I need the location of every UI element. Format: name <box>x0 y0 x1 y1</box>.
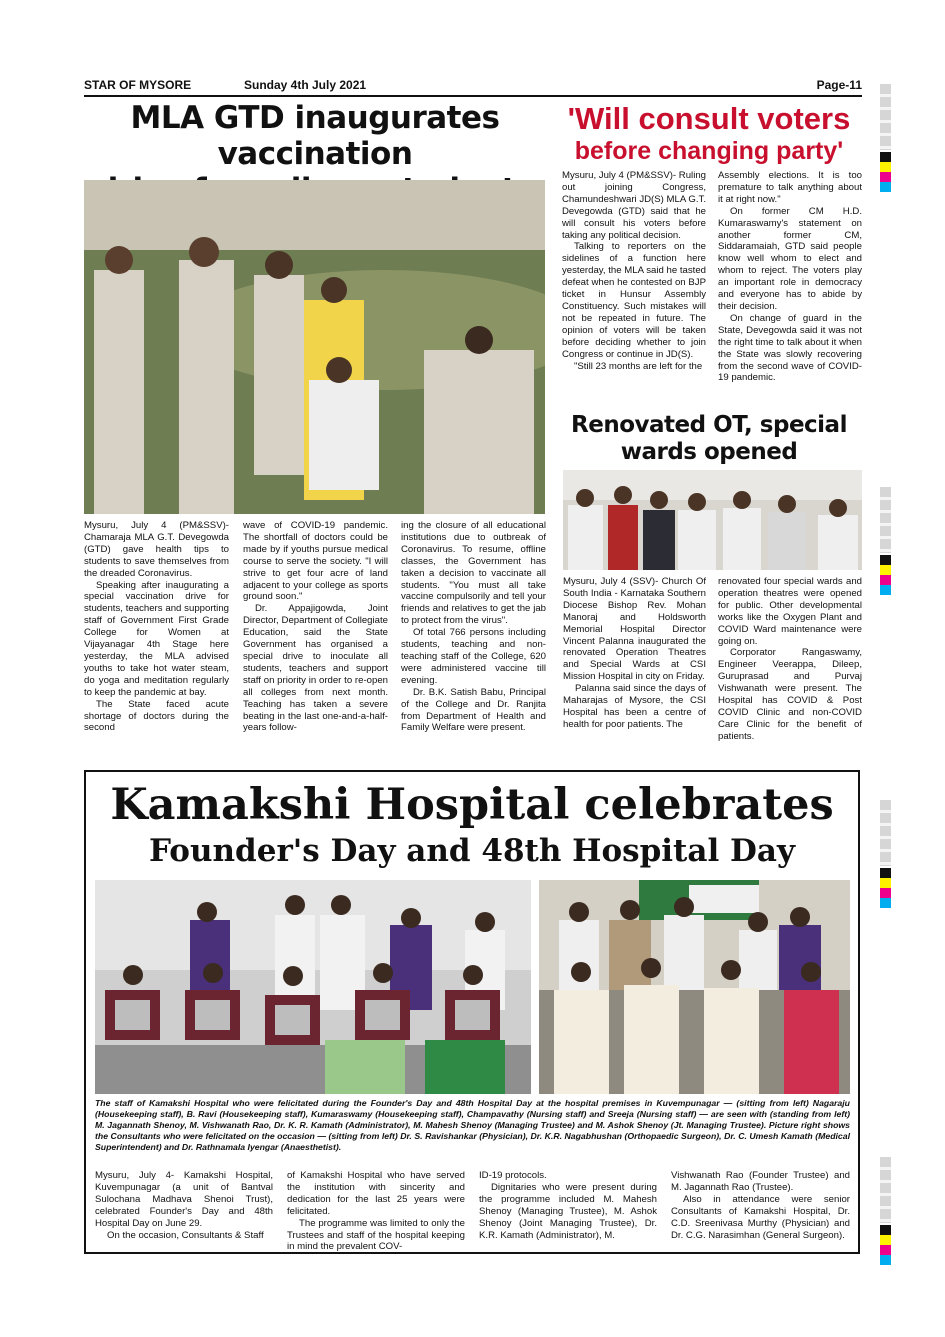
story3-column-1 <box>563 576 706 731</box>
paragraph: ID-19 protocols. <box>479 1170 547 1181</box>
yellow-swatch <box>880 565 891 575</box>
paragraph: ing the closure of all educational institutions due to outbreak of Coronavirus. To resume, offline classes, the Government has taken a decision to vaccinate all students. "You must all take vaccine compulsorily and tell your friends and relatives to get the jab to protect from the virus". <box>401 520 546 627</box>
masthead <box>84 78 862 94</box>
masthead-rule <box>84 95 862 97</box>
gray-bar <box>880 84 891 150</box>
story1-column-3 <box>401 520 546 734</box>
yellow-swatch <box>880 878 891 888</box>
paragraph: wave of COVID-19 pandemic. The shortfall of doctors could be made by if youths pursue medical course to serve the society. "I will strive to get four acre of land adjacent to your college as sports ground soon." <box>243 520 388 603</box>
cyan-swatch <box>880 1255 891 1265</box>
hospital-ward-photo <box>563 470 862 570</box>
story2-headline <box>556 102 862 166</box>
paragraph: Dr. Appajigowda, Joint Director, Department of Collegiate Education, said the State Government has organised a special drive to inoculate all students, teachers and support staff on priority in order to re-open all colleges from next month. Teaching has taken a severe beating in the last one-and-a-half-years follow- <box>243 603 388 734</box>
page-number: Page-11 <box>816 78 862 92</box>
cyan-swatch <box>880 898 891 908</box>
paragraph: Mysuru, July 4 (PM&SSV)- Chamaraja MLA G.T. Devegowda (GTD) gave health tips to students to save themselves from the dreaded Coronavirus. <box>84 520 229 579</box>
story2-headline-line1: 'Will consult voters <box>567 101 851 136</box>
cyan-swatch <box>880 182 891 192</box>
consultants-felicitation-photo <box>539 880 850 1094</box>
black-swatch <box>880 1225 891 1235</box>
black-swatch <box>880 555 891 565</box>
story1-column-2 <box>243 520 388 734</box>
story4-column-1 <box>95 1170 273 1241</box>
paragraph: Dignitaries who were present during the programme included M. Mahesh Shenoy (Managing Trustee), M. Ashok Shenoy (Joint Managing Trustee), Dr. K.R. Kamath (Administrator), M. <box>479 1181 657 1241</box>
story3-headline-line1: Renovated OT, special <box>571 412 847 438</box>
story2-headline-line2: before changing party' <box>574 137 844 165</box>
vaccination-photo <box>84 180 545 514</box>
black-swatch <box>880 868 891 878</box>
paragraph: On the occasion, Consultants & Staff <box>107 1229 264 1241</box>
story4-column-4 <box>671 1170 850 1241</box>
paragraph: Assembly elections. It is too premature to talk anything about it at right now." <box>718 170 862 205</box>
paragraph: The State faced acute shortage of doctors during the second <box>84 698 229 734</box>
paragraph: Palanna said since the days of Maharajas of Mysore, the CSI Hospital has been a centre of health for poor patients. The <box>563 683 706 730</box>
story2-column-2 <box>718 170 862 384</box>
magenta-swatch <box>880 172 891 182</box>
story3-headline-line2: wards opened <box>620 439 798 465</box>
paragraph: On change of guard in the State, Devegowda said it was not the right time to talk about it when the State was slowly recovering from the second wave of COVID-19 pandemic. <box>718 312 862 384</box>
paragraph: Also in attendance were senior Consultants of Kamakshi Hospital, Dr. C.D. Sreenivasa Murthy (Physician) and Dr. C.G. Narasimhan (General Surgeon). <box>671 1193 850 1241</box>
story2-column-1 <box>562 170 706 372</box>
story4-column-3 <box>479 1170 657 1241</box>
magenta-swatch <box>880 1245 891 1255</box>
issue-date: Sunday 4th July 2021 <box>244 78 367 92</box>
story3-headline <box>556 412 862 466</box>
paragraph: Corporator Rangaswamy, Engineer Veerappa, Dileep, Guruprasad and Purvaj Vishwanath were present. The Hospital has COVID & Post COVID Clinic and non-COVID Care Clinic for the benefit of patients. <box>718 647 862 742</box>
story1-column-1 <box>84 520 229 734</box>
story1-headline-line1: MLA GTD inaugurates vaccination <box>130 100 500 172</box>
magenta-swatch <box>880 888 891 898</box>
paragraph: Dr. B.K. Satish Babu, Principal of the College and Dr. Ranjita from Department of Health and Family Welfare were present. <box>401 686 546 734</box>
paragraph: renovated four special wards and operation theatres were opened for public. Other developmental works like the Oxygen Plant and COVID Ward maintenance were going on. <box>718 576 862 647</box>
paragraph: of Kamakshi Hospital who have served the institution with sincerity and dedication for the last 25 years were felicitated. <box>287 1170 465 1217</box>
story3-column-2 <box>718 576 862 743</box>
story4-headline-line1: Kamakshi Hospital celebrates <box>110 780 834 830</box>
paragraph: Mysuru, July 4 (PM&SSV)- Ruling out joining Congress, Chamundeshwari JD(S) MLA G.T. Devegowda (GTD) said that he will consult his voters before taking any political decision. <box>562 170 706 241</box>
gray-bar <box>880 1157 891 1223</box>
story4-headline-line2: Founder's Day and 48th Hospital Day <box>148 833 796 869</box>
paragraph: Mysuru, July 4- Kamakshi Hospital, Kuvempunagar (a unit of Bantval Sulochana Madhava Shenoi Trust), celebrated Founder's Day and 48th Hospital Day on June 29. <box>95 1170 273 1229</box>
paragraph: Talking to reporters on the sidelines of a function here yesterday, the MLA said he tasted defeat when he contested on BJP ticket in Hunsur Assembly Constituency. Such mistakes will not be repeated in future. The opinion of voters will be taken before deciding whether to join Congress or continue in JD(S). <box>562 241 706 360</box>
gray-bar <box>880 800 891 866</box>
paragraph: Of total 766 persons including students, teaching and non-teaching staff of the College, 620 were administered vaccine till evening. <box>401 627 546 686</box>
story4-column-2 <box>287 1170 465 1253</box>
paragraph: Vishwanath Rao (Founder Trustee) and M. Jagannath Rao (Trustee). <box>671 1170 850 1193</box>
cyan-swatch <box>880 585 891 595</box>
paragraph: Mysuru, July 4 (SSV)- Church Of South India - Karnataka Southern Diocese Bishop Rev. Mohan Manoraj and Holdsworth Memorial Hospital Director Vincent Palanna inaugurated the renovated Operation Theatres and Special Wards at CSI Mission Hospital in city on Friday. <box>563 576 706 683</box>
paragraph: The programme was limited to only the Trustees and staff of the hospital keeping in mind the prevalent COV- <box>287 1217 465 1253</box>
photo-caption: The staff of Kamakshi Hospital who were felicitated during the Founder's Day and 48th Hospital Day at the hospital premises in Kuvempunagar — (sitting from left) Nagaraju (Housekeeping staff), B. Ravi (Housekeeping staff), Kumaraswamy (Housekeeping staff), Champavathy (Nursing staff) and Sreeja (Nursing staff) — are seen with (standing from left) M. Jagannath Shenoy, M. Vishwanath Rao, Dr. K. R. Kamath (Administrator), M. Mahesh Shenoy (Managing Trustee) and M. Ashok Shenoy (Jt. Managing Trustee). Picture right shows the Consultants who were felicitated on the occasion — (sitting from left) Dr. S. Ravishankar (Physician), Dr. K.R. Nagabhushan (Orthopaedic Surgeon), Dr. C. Umesh Kamath (Medical Superintendent) and Dr. Rathnamala Iyengar (Anaesthetist). <box>95 1098 850 1152</box>
yellow-swatch <box>880 162 891 172</box>
black-swatch <box>880 152 891 162</box>
yellow-swatch <box>880 1235 891 1245</box>
magenta-swatch <box>880 575 891 585</box>
staff-felicitation-photo <box>95 880 531 1094</box>
paragraph: "Still 23 months are left for the <box>574 360 703 372</box>
paper-name: STAR OF MYSORE <box>84 78 192 92</box>
paragraph: Speaking after inaugurating a special vaccination drive for students, teachers and supporting staff of Government First Grade College for Women at Vijayanagar 4th Stage here yesterday, the MLA advised youths to take hot water steam, do yoga and meditation regularly to keep the pandemic at bay. <box>84 579 229 698</box>
gray-bar <box>880 487 891 553</box>
paragraph: On former CM H.D. Kumaraswamy's statement on another former CM, Siddaramaiah, GTD said people know well whom to elect and whom to reject. The voters play an important role in democracy and everyone has to abide by their decision. <box>718 205 862 312</box>
